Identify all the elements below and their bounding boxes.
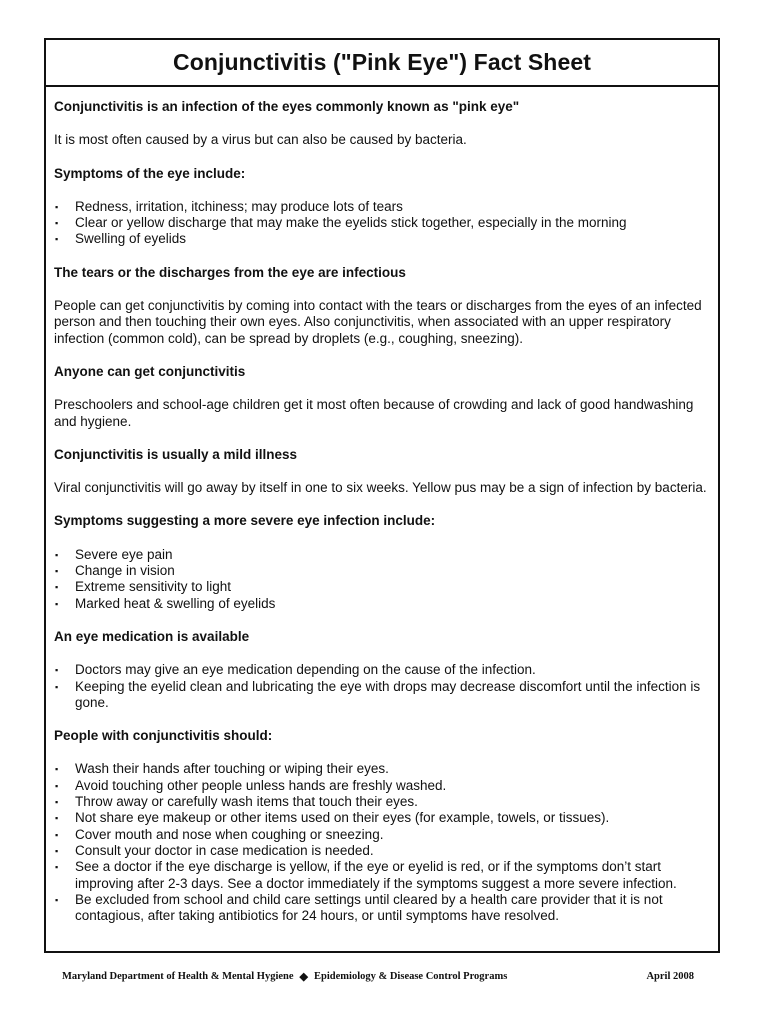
- list-item-text: Be excluded from school and child care settings until cleared by a health care provider that it is not contagious, after taking antibiotics for 24 hours, or until symptoms have resolved.: [75, 891, 663, 924]
- bullet-icon: ▪: [55, 829, 59, 840]
- list-item: [54, 679, 710, 712]
- list-item: [54, 761, 710, 777]
- list-item-text: Change in vision: [75, 563, 175, 579]
- bullet-icon: ▪: [55, 845, 59, 856]
- list-item: [54, 892, 710, 925]
- title-bar: [46, 40, 718, 87]
- bullet-icon: ▪: [55, 681, 59, 692]
- list-item: [54, 199, 710, 215]
- bullet-icon: ▪: [55, 582, 59, 593]
- list-item-text: Throw away or carefully wash items that touch their eyes.: [75, 794, 418, 810]
- section-text: Viral conjunctivitis will go away by itself in one to six weeks. Yellow pus may be a sign of infection by bacteria.: [54, 480, 707, 496]
- bullet-icon: ▪: [55, 894, 59, 905]
- list-item: [54, 579, 710, 595]
- footer-org: Maryland Department of Health & Mental Hygiene: [62, 971, 294, 982]
- list-item-text: Extreme sensitivity to light: [75, 579, 232, 595]
- list-item-text: Doctors may give an eye medication depending on the cause of the infection.: [75, 662, 536, 678]
- bullet-icon: ▪: [55, 780, 59, 791]
- section-heading: Conjunctivitis is usually a mild illness: [54, 446, 298, 462]
- bullet-icon: ▪: [55, 201, 59, 212]
- section-heading: The tears or the discharges from the eye are infectious: [54, 264, 406, 280]
- section-heading: People with conjunctivitis should:: [54, 728, 273, 744]
- section-text: It is most often caused by a virus but can also be caused by bacteria.: [54, 132, 467, 148]
- list-item: [54, 859, 710, 892]
- section-heading: Symptoms of the eye include:: [54, 165, 246, 181]
- list-item-text: Keeping the eyelid clean and lubricating the eye with drops may decrease discomfort until the infection is gone.: [75, 678, 701, 710]
- list-item: [54, 596, 710, 612]
- footer-date: April 2008: [646, 971, 694, 982]
- section-heading: Anyone can get conjunctivitis: [54, 363, 246, 379]
- bullet-icon: ▪: [55, 764, 59, 775]
- list-item-text: Marked heat & swelling of eyelids: [75, 595, 276, 611]
- list-item-text: Severe eye pain: [75, 546, 173, 562]
- section-text: Preschoolers and school-age children get it most often because of crowding and lack of good handwashing and hygiene.: [54, 397, 694, 429]
- symptoms-list: [54, 199, 710, 248]
- bullet-icon: ▪: [55, 665, 59, 676]
- footer-left: [62, 970, 507, 983]
- list-item: [54, 662, 710, 678]
- bullet-icon: ▪: [55, 598, 59, 609]
- section-heading: Conjunctivitis is an infection of the eyes commonly known as "pink eye": [54, 99, 520, 114]
- medication-list: [54, 662, 710, 711]
- fact-sheet-frame: [44, 38, 720, 953]
- diamond-icon: ◆: [299, 971, 309, 983]
- list-item: [54, 231, 710, 247]
- bullet-icon: ▪: [55, 218, 59, 229]
- list-item: [54, 810, 710, 826]
- section-text: People can get conjunctivitis by coming into contact with the tears or discharges from the eyes of an infected person and then touching their own eyes. Also conjunctivitis, when associated with an upper respiratory infection (common cold), can be spread by droplets (e.g., coughing, sneezing).: [54, 298, 702, 346]
- list-item: [54, 215, 710, 231]
- bullet-icon: ▪: [55, 797, 59, 808]
- bullet-icon: ▪: [55, 813, 59, 824]
- bullet-icon: ▪: [55, 862, 59, 873]
- list-item-text: Consult your doctor in case medication is needed.: [75, 842, 374, 858]
- precautions-list: [54, 761, 710, 924]
- list-item: [54, 547, 710, 563]
- list-item-text: Clear or yellow discharge that may make the eyelids stick together, especially in the morning: [75, 215, 627, 231]
- list-item-text: Not share eye makeup or other items used on their eyes (for example, towels, or tissues).: [75, 810, 610, 826]
- bullet-icon: ▪: [55, 234, 59, 245]
- list-item-text: Cover mouth and nose when coughing or sneezing.: [75, 826, 384, 842]
- list-item-text: See a doctor if the eye discharge is yellow, if the eye or eyelid is red, or if the symptoms don’t start improving after 2-3 days. See a doctor immediately if the symptoms suggest a more severe infection.: [75, 859, 677, 891]
- list-item: [54, 778, 710, 794]
- list-item: [54, 843, 710, 859]
- list-item: [54, 794, 710, 810]
- section-heading: An eye medication is available: [54, 628, 250, 644]
- list-item-text: Wash their hands after touching or wiping their eyes.: [75, 761, 389, 777]
- page-footer: [62, 970, 694, 983]
- severe-symptoms-list: [54, 547, 710, 612]
- bullet-icon: ▪: [55, 566, 59, 577]
- section-heading: Symptoms suggesting a more severe eye infection include:: [54, 513, 436, 529]
- list-item: [54, 563, 710, 579]
- bullet-icon: ▪: [55, 549, 59, 560]
- footer-program: Epidemiology & Disease Control Programs: [314, 971, 508, 982]
- list-item-text: Redness, irritation, itchiness; may produce lots of tears: [75, 198, 403, 214]
- page-title: Conjunctivitis ("Pink Eye") Fact Sheet: [173, 49, 591, 75]
- list-item-text: Swelling of eyelids: [75, 231, 187, 247]
- list-item-text: Avoid touching other people unless hands are freshly washed.: [75, 777, 447, 793]
- fact-sheet-content: [46, 87, 718, 924]
- list-item: [54, 827, 710, 843]
